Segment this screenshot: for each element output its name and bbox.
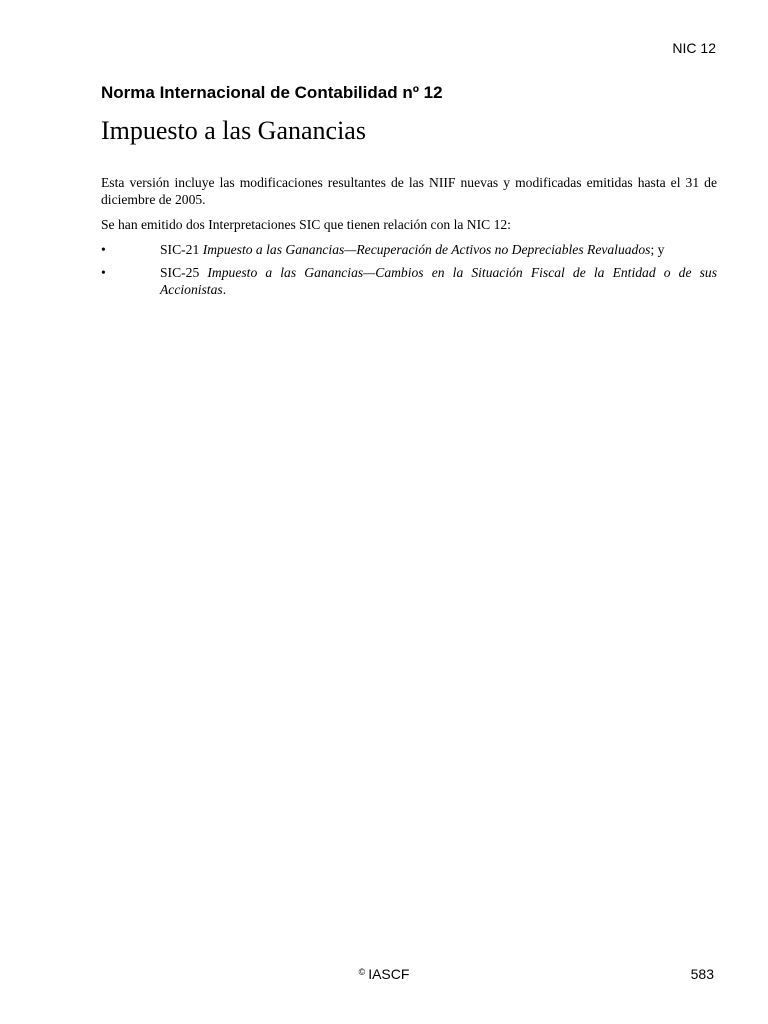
list-item [101, 264, 717, 298]
standard-label: Norma Internacional de Contabilidad nº 12 [101, 83, 443, 102]
page-number: 583 [690, 966, 714, 982]
interpretation-code: SIC-21 [160, 242, 203, 257]
interpretations-intro-paragraph: Se han emitido dos Interpretaciones SIC que tienen relación con la NIC 12: [101, 217, 511, 232]
document-title: Impuesto a las Ganancias [101, 116, 366, 145]
footer-copyright [0, 966, 768, 982]
running-head: NIC 12 [672, 40, 716, 56]
bullet: • [101, 265, 106, 280]
list-item [101, 241, 717, 258]
interpretation-suffix: ; y [650, 242, 665, 257]
bullet: • [101, 242, 106, 257]
copyright-holder: IASCF [368, 966, 410, 982]
interpretation-suffix: . [222, 282, 227, 297]
version-note-paragraph: Esta versión incluye las modificaciones resultantes de las NIIF nuevas y modificadas emitidas hasta el 31 de diciembre de 2005. [101, 175, 717, 207]
copyright-symbol: © [358, 967, 366, 977]
interpretation-code: SIC-25 [160, 265, 208, 280]
interpretation-title: Impuesto a las Ganancias—Recuperación de Activos no Depreciables Revaluados [202, 242, 651, 257]
interpretations-list [101, 241, 717, 298]
document-content [101, 82, 717, 304]
interpretation-title: Impuesto a las Ganancias—Cambios en la Situación Fiscal de la Entidad o de sus Accionistas [160, 265, 717, 297]
